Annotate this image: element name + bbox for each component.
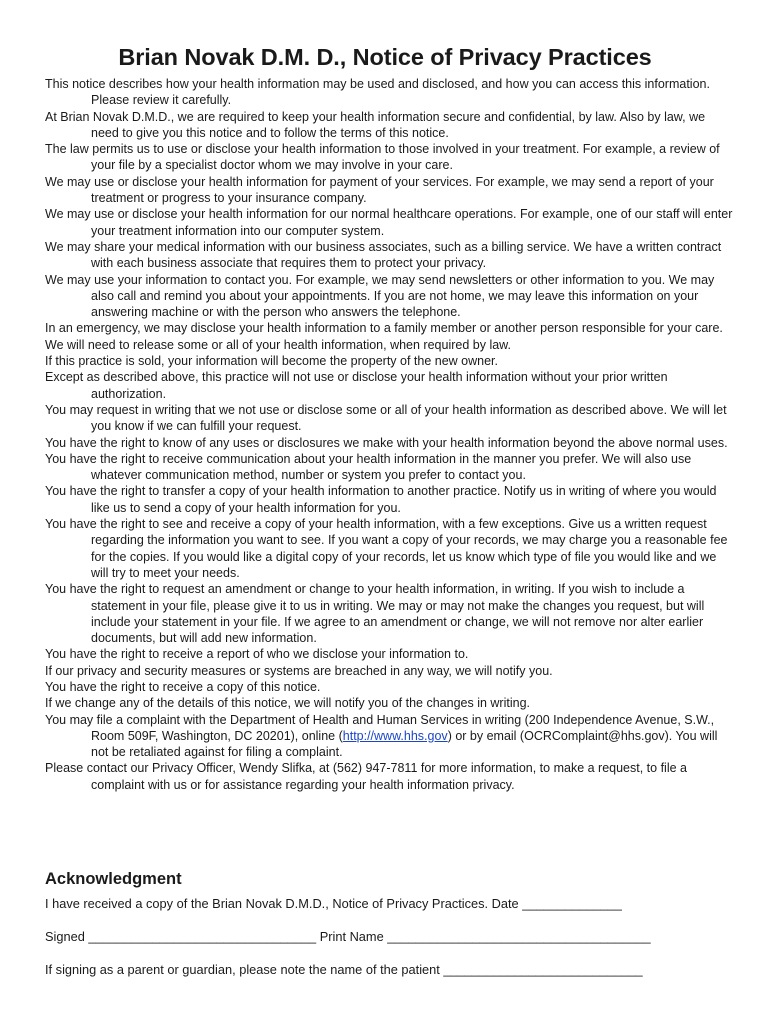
notice-paragraph: In an emergency, we may disclose your health information to a family member or another person responsible for your care. (45, 321, 723, 336)
complaint-paragraph (45, 712, 735, 761)
received-date-field[interactable]: I have received a copy of the Brian Novak D.M.D., Notice of Privacy Practices. Date ______________ (45, 896, 622, 911)
notice-paragraph: If our privacy and security measures or systems are breached in any way, we will notify you. (45, 663, 553, 678)
notice-paragraph: We may use your information to contact you. For example, we may send newsletters or other information to you. We may also call and remind you about your appointments. If you are not home, we may leave this information on your answering machine or with the person who answers the telephone. (45, 272, 715, 320)
notice-paragraph: We may use or disclose your health information for our normal healthcare operations. For example, one of our staff will enter your treatment information into our computer system. (45, 207, 733, 238)
complaint-text-after: ) or by email (OCRComplaint@hhs.gov). You will not be retaliated against for filing a complaint. (91, 728, 718, 760)
contact-paragraph: Please contact our Privacy Officer, Wendy Slifka, at (562) 947-7811 for more information, to make a request, to file a complaint with us or for assistance regarding your health information privacy. (45, 761, 687, 792)
notice-paragraph: You have the right to transfer a copy of your health information to another practice. Notify us in writing of where you would like us to send a copy of your health information for you. (45, 484, 717, 515)
notice-paragraph: You have the right to receive communication about your health information in the manner you prefer. We will also use whatever communication method, number or system you prefer to contact you. (45, 451, 692, 483)
notice-paragraph: If we change any of the details of this notice, we will notify you of the changes in writing. (45, 696, 530, 711)
notice-paragraph: This notice describes how your health information may be used and disclosed, and how you can access this information. Please review it carefully. (45, 77, 710, 108)
notice-paragraph: We may use or disclose your health information for payment of your services. For example, we may send a report of your treatment or progress to your insurance company. (45, 174, 714, 206)
notice-paragraph: We will need to release some or all of your health information, when required by law. (45, 337, 511, 352)
notice-paragraph: The law permits us to use or disclose your health information to those involved in your treatment. For example, a review of your file by a specialist doctor whom we may involve in your care. (45, 142, 720, 173)
notice-body (45, 76, 735, 793)
notice-paragraph: Except as described above, this practice will not use or disclose your health information without your prior written authorization. (45, 370, 668, 401)
notice-paragraph: If this practice is sold, your information will become the property of the new owner. (45, 354, 498, 369)
notice-paragraph: We may share your medical information with our business associates, such as a billing service. We have a written contract with each business associate that requires them to protect your privacy. (45, 239, 722, 271)
notice-paragraph: You may request in writing that we not use or disclose some or all of your health information as described above. We will let you know if we can fulfill your request. (45, 402, 727, 434)
notice-paragraph: You have the right to know of any uses or disclosures we make with your health information beyond the above normal uses. (45, 435, 728, 450)
signature-field[interactable]: Signed ________________________________ Print Name _____________________________________ (45, 929, 651, 944)
notice-paragraph: You have the right to request an amendment or change to your health information, in writing. If you wish to include a statement in your file, please give it to us in writing. We may or may not make the changes you request, but will include your statement in your file. If we agree to an amendment or change, we will not remove nor alter earlier documents, but will add new information. (45, 582, 705, 646)
notice-paragraph: You have the right to receive a report of who we disclose your information to. (45, 647, 469, 662)
guardian-patient-name-field[interactable]: If signing as a parent or guardian, please note the name of the patient ____________________________ (45, 962, 643, 977)
acknowledgment-heading: Acknowledgment (45, 870, 182, 888)
hhs-link[interactable]: http://www.hhs.gov (342, 728, 448, 743)
page-title: Brian Novak D.M. D., Notice of Privacy Practices (118, 44, 652, 70)
notice-paragraph: You have the right to see and receive a copy of your health information, with a few exceptions. Give us a written request regarding the information you want to see. If you want a copy of your records, we may charge you a reasonable fee for the copies. If you would like a digital copy of your records, let us know which type of file you would like and we will try to meet your needs. (45, 517, 728, 580)
notice-paragraph: You have the right to receive a copy of this notice. (45, 679, 321, 694)
notice-paragraph: At Brian Novak D.M.D., we are required to keep your health information secure and confidential, by law. Also by law, we need to give you this notice and to follow the terms of this notice. (45, 109, 706, 140)
complaint-text-before: You may file a complaint with the Department of Health and Human Services in writing (200 Independence Avenue, S.W., Room 509F, Washington, DC 20201), online ( (45, 712, 715, 743)
